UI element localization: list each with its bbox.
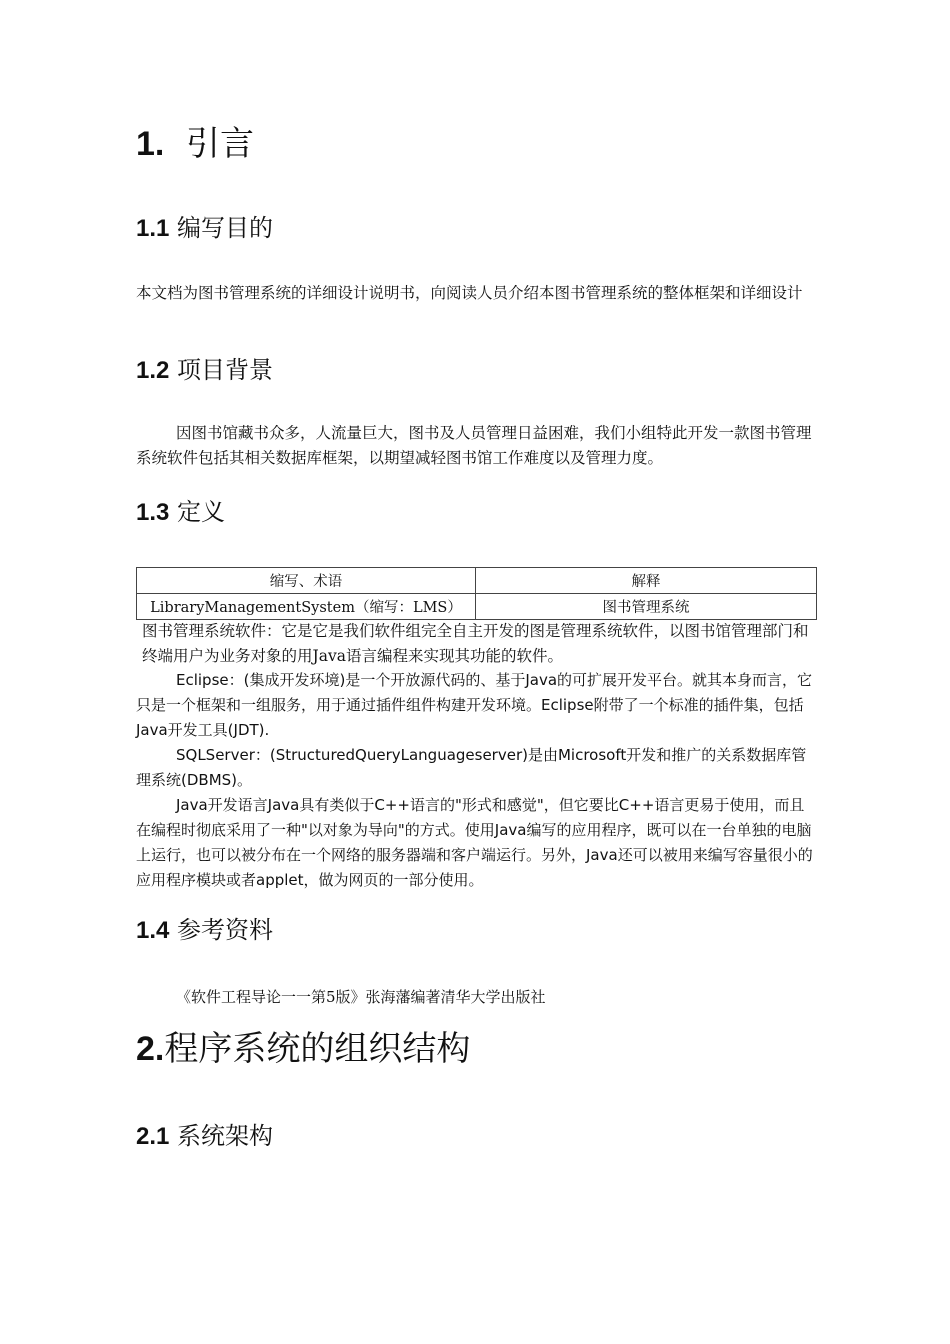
section-1-3-heading: [136, 500, 225, 525]
table-cell: 图书管理系统: [476, 594, 817, 620]
section-number: 1.1: [136, 215, 170, 242]
reference-item: 《软件工程导论一一第5版》张海藩编著清华大学出版社: [176, 988, 546, 1006]
section-title: 参考资料: [177, 916, 274, 944]
table-header-row: [137, 568, 817, 594]
definition-sqlserver-paragraph: SQLServer：(StructuredQueryLanguageserver)是由Microsoft开发和推广的关系数据库管理系统(DBMS)。: [136, 746, 807, 789]
section-number: 1.2: [136, 357, 170, 384]
section-1-1-heading: [136, 216, 273, 241]
section-number: 1.: [136, 125, 165, 163]
section-1-heading: [136, 124, 254, 164]
section-title: 项目背景: [177, 356, 274, 384]
section-1-2-heading: [136, 358, 273, 383]
section-number: 1.4: [136, 917, 170, 944]
definition-eclipse-paragraph: Eclipse：(集成开发环境)是一个开放源代码的、基于Java的可扩展开发平台。就其本身而言，它只是一个框架和一组服务，用于通过插件组件构建开发环境。Eclipse附带了一个标准的插件集，包括Java开发工具(JDT).: [136, 671, 813, 739]
section-number: 1.3: [136, 499, 170, 526]
section-title: 程序系统的组织结构: [164, 1029, 471, 1069]
section-2-1-heading: [136, 1124, 273, 1149]
section-title: 系统架构: [177, 1122, 274, 1150]
table-header-cell: 解释: [476, 568, 817, 594]
section-2-heading: [136, 1029, 471, 1069]
section-title: 引言: [185, 124, 254, 164]
definition-lms-paragraph: 图书管理系统软件：它是它是我们软件组完全自主开发的图是管理系统软件，以图书馆管理部门和终端用户为业务对象的用Java语言编程来实现其功能的软件。: [142, 622, 809, 665]
table-cell: LibraryManagementSystem（缩写：LMS）: [137, 594, 476, 620]
table-row: [137, 594, 817, 620]
definition-java-paragraph: Java开发语言Java具有类似于C++语言的"形式和感觉"，但它要比C++语言更易于使用，而且在编程时彻底采用了一种"以对象为导向"的方式。使用Java编写的应用程序，既可以在一台单独的电脑上运行，也可以被分布在一个网络的服务器端和客户端运行。另外，Java还可以被用来编写容量很小的应用程序模块或者applet，做为网页的一部分使用。: [136, 796, 813, 889]
section-number: 2.: [136, 1030, 165, 1068]
background-paragraph: 因图书馆藏书众多，人流量巨大，图书及人员管理日益困难，我们小组特此开发一款图书管理系统软件包括其相关数据库框架，以期望减轻图书馆工作难度以及管理力度。: [136, 424, 812, 467]
purpose-paragraph: 本文档为图书管理系统的详细设计说明书，向阅读人员介绍本图书管理系统的整体框架和详细设计: [136, 284, 803, 302]
section-title: 编写目的: [177, 214, 274, 242]
section-title: 定义: [177, 498, 226, 526]
table-header-cell: 缩写、术语: [137, 568, 476, 594]
section-number: 2.1: [136, 1123, 170, 1150]
section-1-4-heading: [136, 918, 273, 943]
definitions-table: [136, 567, 817, 620]
